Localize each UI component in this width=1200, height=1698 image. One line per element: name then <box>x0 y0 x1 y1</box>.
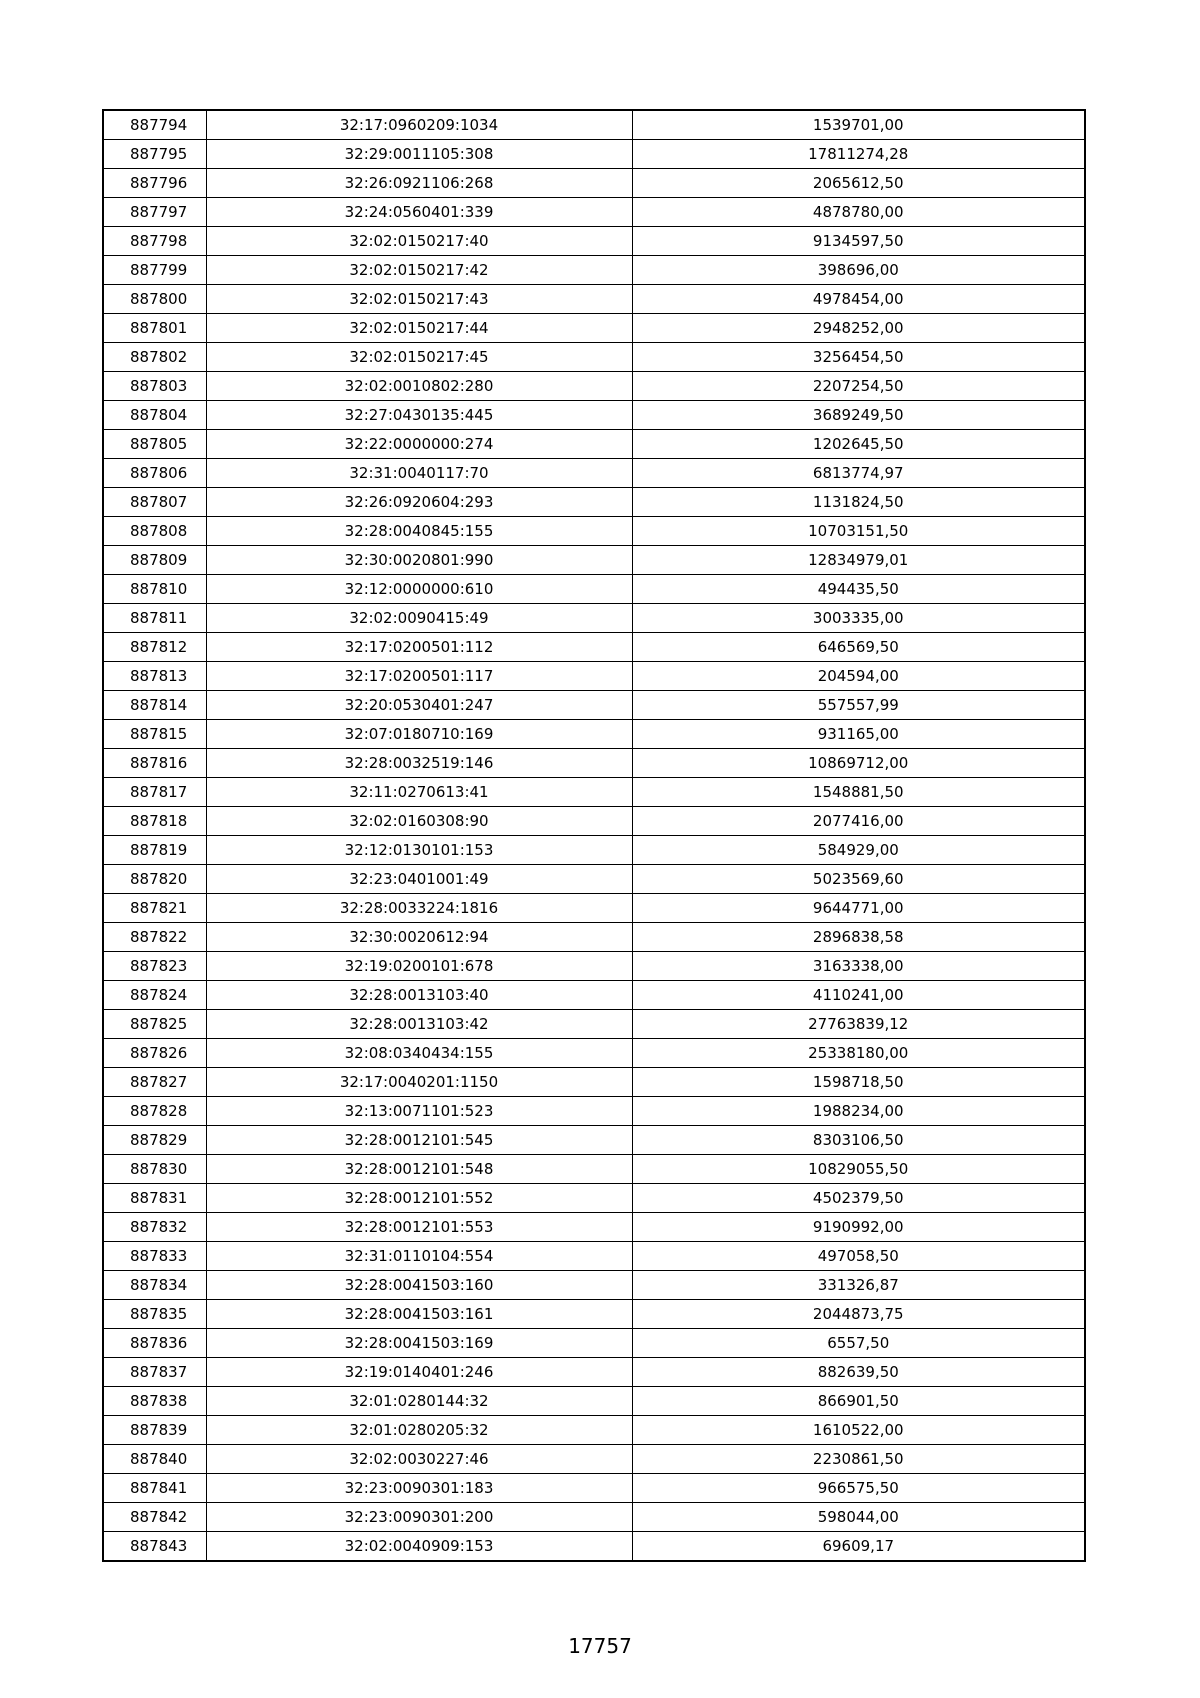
row-number-cell: 887814 <box>103 691 206 720</box>
row-number-cell: 887810 <box>103 575 206 604</box>
row-number-cell: 887794 <box>103 110 206 140</box>
row-number-cell: 887819 <box>103 836 206 865</box>
table-row <box>103 865 1085 894</box>
table-row <box>103 1126 1085 1155</box>
table-row <box>103 1445 1085 1474</box>
cadastral-number-cell: 32:07:0180710:169 <box>206 720 632 749</box>
row-number-cell: 887800 <box>103 285 206 314</box>
row-number-cell: 887807 <box>103 488 206 517</box>
value-cell: 8303106,50 <box>632 1126 1085 1155</box>
cadastral-number-cell: 32:28:0012101:545 <box>206 1126 632 1155</box>
table-row <box>103 459 1085 488</box>
table-row <box>103 227 1085 256</box>
row-number-cell: 887824 <box>103 981 206 1010</box>
row-number-cell: 887797 <box>103 198 206 227</box>
table-row <box>103 1358 1085 1387</box>
cadastral-number-cell: 32:17:0200501:117 <box>206 662 632 691</box>
table-row <box>103 372 1085 401</box>
value-cell: 2044873,75 <box>632 1300 1085 1329</box>
table-row <box>103 1300 1085 1329</box>
row-number-cell: 887805 <box>103 430 206 459</box>
row-number-cell: 887837 <box>103 1358 206 1387</box>
value-cell: 4110241,00 <box>632 981 1085 1010</box>
cadastral-number-cell: 32:19:0140401:246 <box>206 1358 632 1387</box>
row-number-cell: 887828 <box>103 1097 206 1126</box>
table-row <box>103 662 1085 691</box>
value-cell: 398696,00 <box>632 256 1085 285</box>
value-cell: 69609,17 <box>632 1532 1085 1562</box>
value-cell: 1610522,00 <box>632 1416 1085 1445</box>
value-cell: 2948252,00 <box>632 314 1085 343</box>
cadastral-number-cell: 32:28:0041503:160 <box>206 1271 632 1300</box>
row-number-cell: 887830 <box>103 1155 206 1184</box>
cadastral-number-cell: 32:24:0560401:339 <box>206 198 632 227</box>
cadastral-number-cell: 32:23:0090301:183 <box>206 1474 632 1503</box>
cadastral-number-cell: 32:02:0010802:280 <box>206 372 632 401</box>
table-body <box>103 110 1085 1561</box>
value-cell: 1202645,50 <box>632 430 1085 459</box>
cadastral-number-cell: 32:28:0012101:548 <box>206 1155 632 1184</box>
table-row <box>103 110 1085 140</box>
table-row <box>103 807 1085 836</box>
row-number-cell: 887839 <box>103 1416 206 1445</box>
cadastral-number-cell: 32:02:0030227:46 <box>206 1445 632 1474</box>
row-number-cell: 887808 <box>103 517 206 546</box>
table-row <box>103 1010 1085 1039</box>
cadastral-number-cell: 32:28:0032519:146 <box>206 749 632 778</box>
row-number-cell: 887820 <box>103 865 206 894</box>
cadastral-number-cell: 32:01:0280144:32 <box>206 1387 632 1416</box>
table-row <box>103 285 1085 314</box>
cadastral-number-cell: 32:08:0340434:155 <box>206 1039 632 1068</box>
value-cell: 584929,00 <box>632 836 1085 865</box>
cadastral-number-cell: 32:30:0020612:94 <box>206 923 632 952</box>
cadastral-number-cell: 32:12:0000000:610 <box>206 575 632 604</box>
value-cell: 2207254,50 <box>632 372 1085 401</box>
row-number-cell: 887803 <box>103 372 206 401</box>
value-cell: 17811274,28 <box>632 140 1085 169</box>
row-number-cell: 887840 <box>103 1445 206 1474</box>
value-cell: 5023569,60 <box>632 865 1085 894</box>
table-row <box>103 1184 1085 1213</box>
value-cell: 2230861,50 <box>632 1445 1085 1474</box>
cadastral-number-cell: 32:20:0530401:247 <box>206 691 632 720</box>
row-number-cell: 887813 <box>103 662 206 691</box>
row-number-cell: 887815 <box>103 720 206 749</box>
cadastral-number-cell: 32:13:0071101:523 <box>206 1097 632 1126</box>
row-number-cell: 887822 <box>103 923 206 952</box>
value-cell: 1539701,00 <box>632 110 1085 140</box>
table-row <box>103 1155 1085 1184</box>
cadastral-number-cell: 32:12:0130101:153 <box>206 836 632 865</box>
cadastral-number-cell: 32:02:0090415:49 <box>206 604 632 633</box>
cadastral-number-cell: 32:22:0000000:274 <box>206 430 632 459</box>
table-row <box>103 517 1085 546</box>
value-cell: 25338180,00 <box>632 1039 1085 1068</box>
value-cell: 497058,50 <box>632 1242 1085 1271</box>
cadastral-number-cell: 32:28:0040845:155 <box>206 517 632 546</box>
value-cell: 598044,00 <box>632 1503 1085 1532</box>
cadastral-number-cell: 32:28:0012101:553 <box>206 1213 632 1242</box>
cadastral-number-cell: 32:17:0040201:1150 <box>206 1068 632 1097</box>
cadastral-number-cell: 32:19:0200101:678 <box>206 952 632 981</box>
value-cell: 6813774,97 <box>632 459 1085 488</box>
table-row <box>103 1271 1085 1300</box>
value-cell: 9190992,00 <box>632 1213 1085 1242</box>
table-row <box>103 401 1085 430</box>
cadastral-number-cell: 32:30:0020801:990 <box>206 546 632 575</box>
table-row <box>103 575 1085 604</box>
table-row <box>103 1503 1085 1532</box>
cadastral-number-cell: 32:02:0150217:43 <box>206 285 632 314</box>
cadastral-number-cell: 32:17:0960209:1034 <box>206 110 632 140</box>
row-number-cell: 887841 <box>103 1474 206 1503</box>
value-cell: 966575,50 <box>632 1474 1085 1503</box>
table-row <box>103 430 1085 459</box>
row-number-cell: 887842 <box>103 1503 206 1532</box>
value-cell: 3003335,00 <box>632 604 1085 633</box>
value-cell: 494435,50 <box>632 575 1085 604</box>
row-number-cell: 887801 <box>103 314 206 343</box>
table-row <box>103 1242 1085 1271</box>
row-number-cell: 887796 <box>103 169 206 198</box>
value-cell: 9134597,50 <box>632 227 1085 256</box>
table-row <box>103 1213 1085 1242</box>
cadastral-number-cell: 32:02:0150217:44 <box>206 314 632 343</box>
value-cell: 9644771,00 <box>632 894 1085 923</box>
cadastral-number-cell: 32:29:0011105:308 <box>206 140 632 169</box>
row-number-cell: 887806 <box>103 459 206 488</box>
row-number-cell: 887823 <box>103 952 206 981</box>
cadastral-number-cell: 32:26:0921106:268 <box>206 169 632 198</box>
value-cell: 2896838,58 <box>632 923 1085 952</box>
cadastral-number-cell: 32:28:0041503:161 <box>206 1300 632 1329</box>
table-row <box>103 778 1085 807</box>
value-cell: 27763839,12 <box>632 1010 1085 1039</box>
row-number-cell: 887821 <box>103 894 206 923</box>
value-cell: 3163338,00 <box>632 952 1085 981</box>
cadastral-number-cell: 32:02:0150217:45 <box>206 343 632 372</box>
row-number-cell: 887835 <box>103 1300 206 1329</box>
table-row <box>103 1329 1085 1358</box>
row-number-cell: 887811 <box>103 604 206 633</box>
table-row <box>103 923 1085 952</box>
row-number-cell: 887831 <box>103 1184 206 1213</box>
value-cell: 1988234,00 <box>632 1097 1085 1126</box>
cadastral-number-cell: 32:01:0280205:32 <box>206 1416 632 1445</box>
value-cell: 6557,50 <box>632 1329 1085 1358</box>
value-cell: 4878780,00 <box>632 198 1085 227</box>
value-cell: 4502379,50 <box>632 1184 1085 1213</box>
row-number-cell: 887802 <box>103 343 206 372</box>
table-row <box>103 1097 1085 1126</box>
row-number-cell: 887838 <box>103 1387 206 1416</box>
cadastral-number-cell: 32:28:0033224:1816 <box>206 894 632 923</box>
value-cell: 12834979,01 <box>632 546 1085 575</box>
cadastral-number-cell: 32:02:0160308:90 <box>206 807 632 836</box>
value-cell: 4978454,00 <box>632 285 1085 314</box>
table-row <box>103 314 1085 343</box>
table-row <box>103 952 1085 981</box>
table-row <box>103 604 1085 633</box>
cadastral-number-cell: 32:28:0013103:42 <box>206 1010 632 1039</box>
row-number-cell: 887809 <box>103 546 206 575</box>
value-cell: 331326,87 <box>632 1271 1085 1300</box>
value-cell: 557557,99 <box>632 691 1085 720</box>
value-cell: 204594,00 <box>632 662 1085 691</box>
table-row <box>103 1068 1085 1097</box>
table-row <box>103 981 1085 1010</box>
row-number-cell: 887817 <box>103 778 206 807</box>
value-cell: 10703151,50 <box>632 517 1085 546</box>
row-number-cell: 887836 <box>103 1329 206 1358</box>
row-number-cell: 887812 <box>103 633 206 662</box>
table-row <box>103 488 1085 517</box>
value-cell: 2065612,50 <box>632 169 1085 198</box>
value-cell: 3256454,50 <box>632 343 1085 372</box>
value-cell: 1548881,50 <box>632 778 1085 807</box>
cadastral-number-cell: 32:28:0013103:40 <box>206 981 632 1010</box>
value-cell: 3689249,50 <box>632 401 1085 430</box>
cadastral-table <box>102 109 1086 1562</box>
cadastral-number-cell: 32:02:0150217:40 <box>206 227 632 256</box>
table-row <box>103 546 1085 575</box>
value-cell: 1131824,50 <box>632 488 1085 517</box>
table-row <box>103 1039 1085 1068</box>
table-row <box>103 198 1085 227</box>
row-number-cell: 887833 <box>103 1242 206 1271</box>
table-row <box>103 343 1085 372</box>
page-number: 17757 <box>568 1634 632 1658</box>
row-number-cell: 887816 <box>103 749 206 778</box>
table-row <box>103 1474 1085 1503</box>
value-cell: 882639,50 <box>632 1358 1085 1387</box>
value-cell: 1598718,50 <box>632 1068 1085 1097</box>
value-cell: 2077416,00 <box>632 807 1085 836</box>
row-number-cell: 887818 <box>103 807 206 836</box>
value-cell: 931165,00 <box>632 720 1085 749</box>
cadastral-number-cell: 32:23:0401001:49 <box>206 865 632 894</box>
table-row <box>103 256 1085 285</box>
row-number-cell: 887829 <box>103 1126 206 1155</box>
table-row <box>103 1532 1085 1562</box>
table-row <box>103 633 1085 662</box>
row-number-cell: 887795 <box>103 140 206 169</box>
cadastral-number-cell: 32:28:0012101:552 <box>206 1184 632 1213</box>
row-number-cell: 887799 <box>103 256 206 285</box>
row-number-cell: 887826 <box>103 1039 206 1068</box>
table-row <box>103 1416 1085 1445</box>
table-row <box>103 691 1085 720</box>
cadastral-number-cell: 32:02:0150217:42 <box>206 256 632 285</box>
cadastral-number-cell: 32:27:0430135:445 <box>206 401 632 430</box>
table-row <box>103 894 1085 923</box>
table-row <box>103 169 1085 198</box>
row-number-cell: 887843 <box>103 1532 206 1562</box>
table-row <box>103 836 1085 865</box>
row-number-cell: 887804 <box>103 401 206 430</box>
table-row <box>103 720 1085 749</box>
cadastral-number-cell: 32:17:0200501:112 <box>206 633 632 662</box>
value-cell: 10829055,50 <box>632 1155 1085 1184</box>
cadastral-number-cell: 32:23:0090301:200 <box>206 1503 632 1532</box>
cadastral-number-cell: 32:11:0270613:41 <box>206 778 632 807</box>
table-row <box>103 749 1085 778</box>
row-number-cell: 887827 <box>103 1068 206 1097</box>
table-row <box>103 1387 1085 1416</box>
cadastral-number-cell: 32:26:0920604:293 <box>206 488 632 517</box>
row-number-cell: 887832 <box>103 1213 206 1242</box>
row-number-cell: 887834 <box>103 1271 206 1300</box>
value-cell: 866901,50 <box>632 1387 1085 1416</box>
cadastral-number-cell: 32:31:0040117:70 <box>206 459 632 488</box>
cadastral-number-cell: 32:31:0110104:554 <box>206 1242 632 1271</box>
value-cell: 10869712,00 <box>632 749 1085 778</box>
table-row <box>103 140 1085 169</box>
cadastral-number-cell: 32:02:0040909:153 <box>206 1532 632 1562</box>
row-number-cell: 887798 <box>103 227 206 256</box>
row-number-cell: 887825 <box>103 1010 206 1039</box>
cadastral-number-cell: 32:28:0041503:169 <box>206 1329 632 1358</box>
value-cell: 646569,50 <box>632 633 1085 662</box>
